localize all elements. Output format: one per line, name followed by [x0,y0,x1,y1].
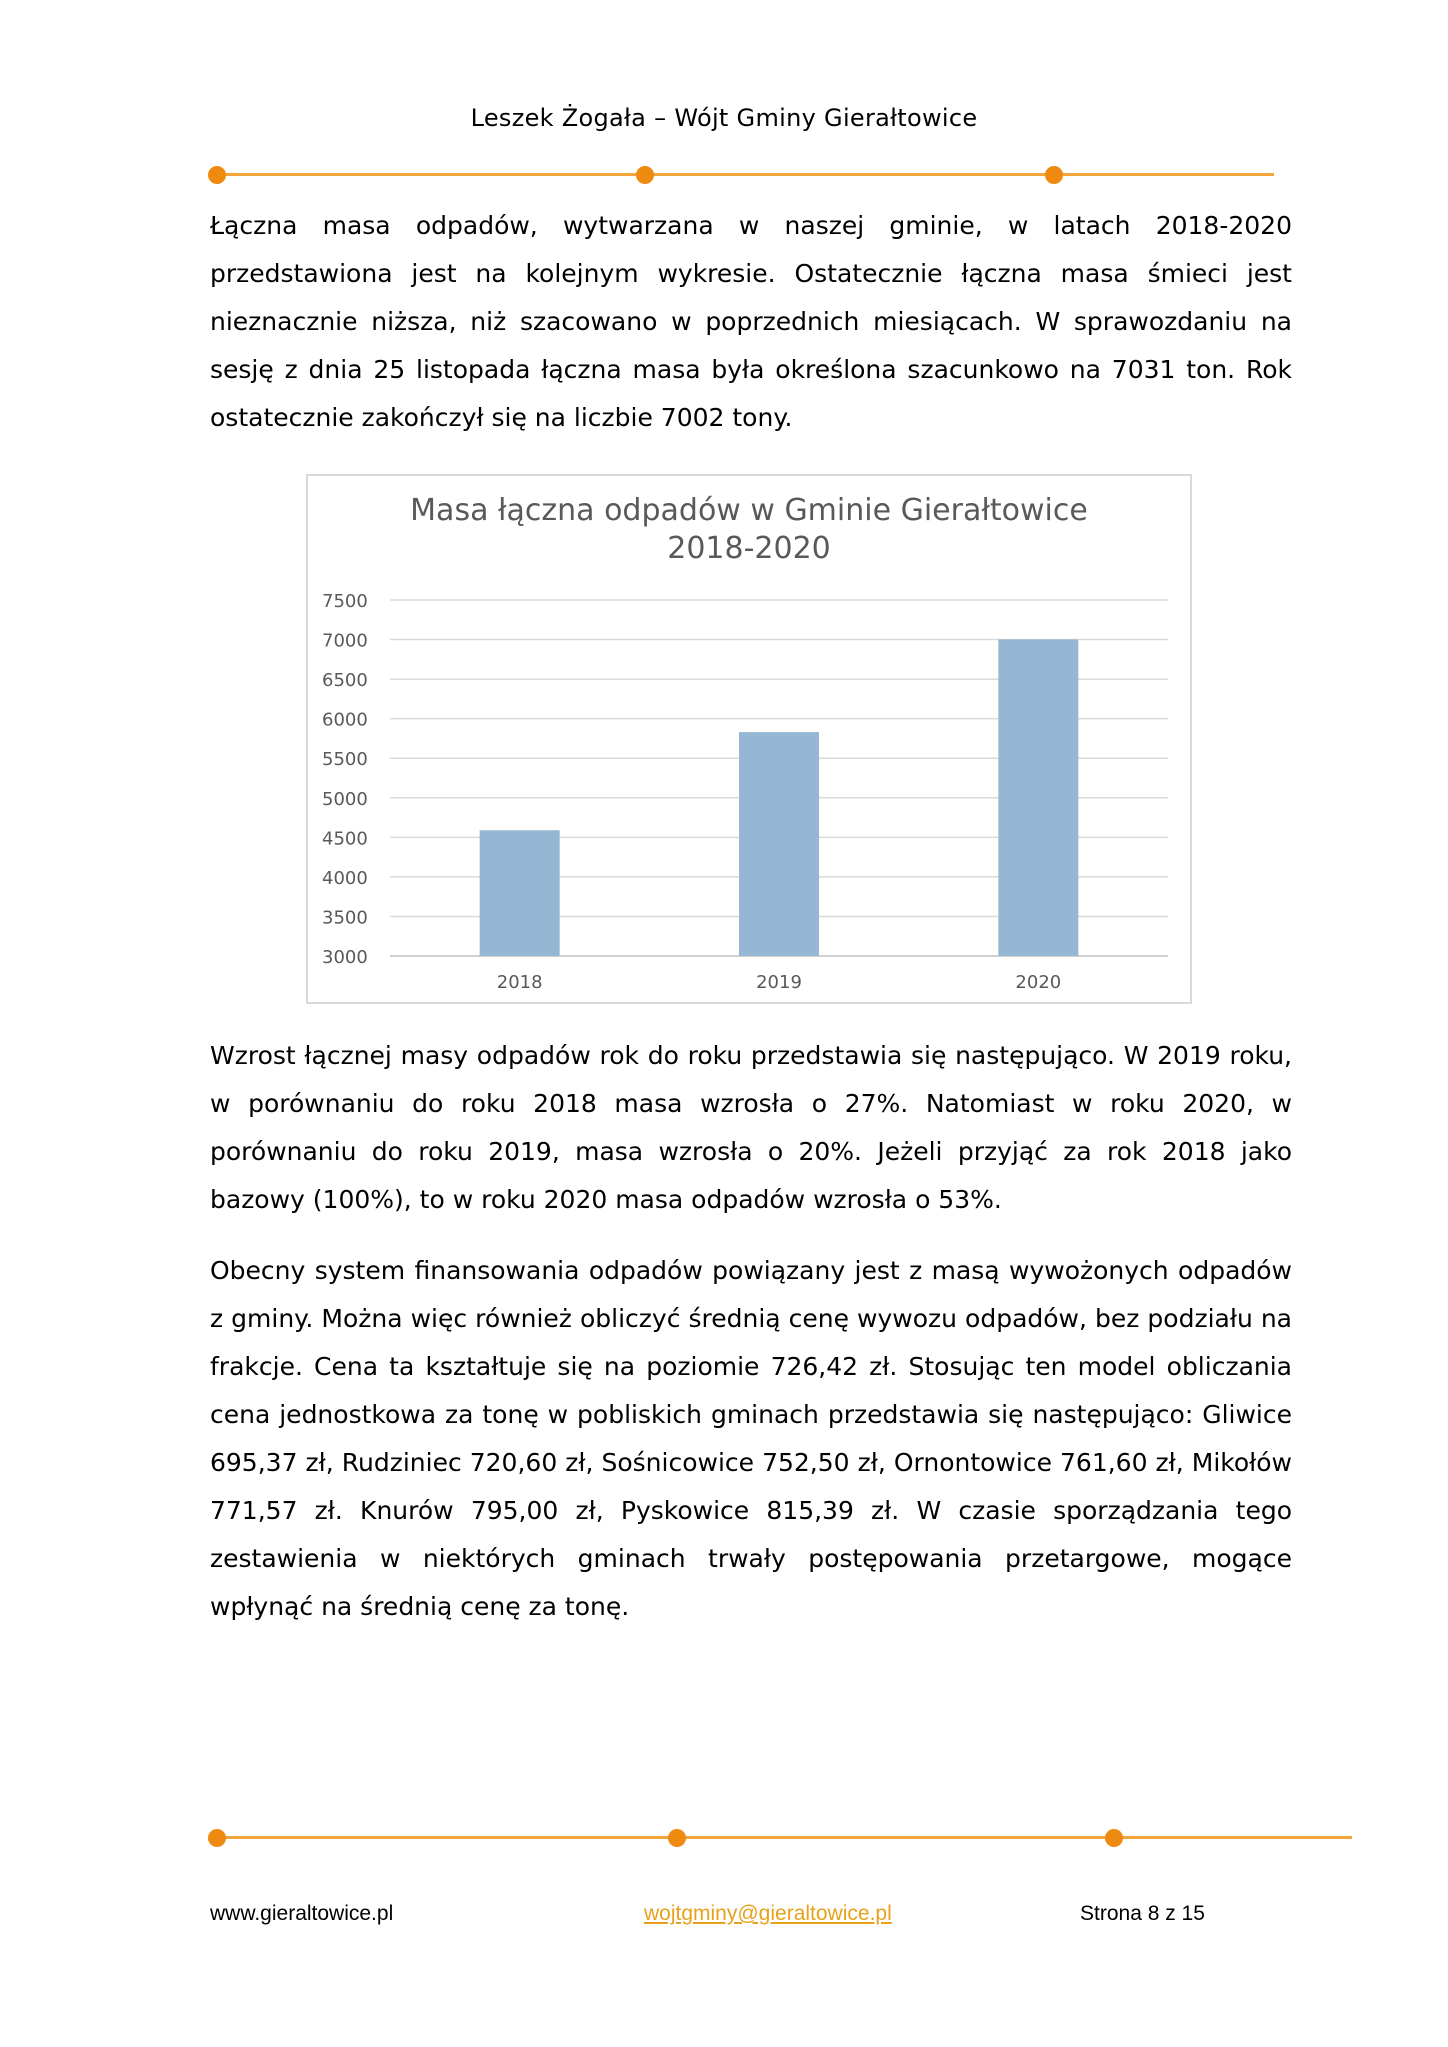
y-tick-label: 5000 [322,788,368,810]
y-tick-label: 7500 [322,591,368,612]
footer-page-number: Strona 8 z 15 [1080,1902,1205,1925]
footer-website: www.gieraltowice.pl [210,1902,394,1925]
x-tick-label: 2020 [1015,972,1062,993]
chart-canvas [308,476,1190,1002]
y-tick-label: 6500 [322,670,368,692]
y-tick-label: 3500 [322,907,368,929]
bar-chart [306,474,1192,1004]
y-tick-label: 3000 [322,947,368,968]
divider-dot [636,166,654,184]
divider-dot [668,1829,686,1847]
divider-dot [1105,1829,1123,1847]
x-tick-label: 2018 [496,972,543,993]
y-tick-label: 7000 [322,630,368,652]
chart-title: Masa łączna odpadów w Gminie Gierałtowice 2018-2020 [410,493,1088,566]
y-tick-label: 4000 [322,867,368,889]
y-tick-label: 5500 [322,749,368,771]
x-tick-label: 2019 [756,972,802,993]
bar-2020 [998,639,1078,956]
footer-email-link[interactable]: wojtgminy@gieraltowice.pl [644,1902,892,1925]
bar-2018 [480,830,560,956]
bar-2019 [739,732,819,956]
divider-dot [208,166,226,184]
y-tick-label: 4500 [322,828,368,850]
divider-dot [1045,166,1063,184]
page-header-title: Leszek Żogała – Wójt Gminy Gierałtowice [470,104,978,132]
paragraph-growth: Wzrost łącznej masy odpadów rok do roku przedstawia się następująco. W 2019 roku, w porównaniu do roku 2018 masa wzrosła o 27%. Natomiast w roku 2020, w porównaniu do roku 2019, masa wzrosła o 20%. Jeżeli przyjąć za rok 2018 jako bazowy (100%), to w roku 2020 masa odpadów wzrosła o 53%. [210,1041,1292,1214]
y-tick-label: 6000 [322,709,368,731]
paragraph-intro: Łączna masa odpadów, wytwarzana w naszej gminie, w latach 2018-2020 przedstawiona jest na kolejnym wykresie. Ostatecznie łączna masa śmieci jest nieznacznie niższa, niż szacowano w poprzednich miesiącach. W sprawozdaniu na sesję z dnia 25 listopada łączna masa była określona szacunkowo na 7031 ton. Rok ostatecznie zakończył się na liczbie 7002 tony. [210,211,1292,432]
paragraph-pricing: Obecny system finansowania odpadów powiązany jest z masą wywożonych odpadów z gminy. Można więc również obliczyć średnią cenę wywozu odpadów, bez podziału na frakcje. Cena ta kształtuje się na poziomie 726,42 zł. Stosując ten model obliczania cena jednostkowa za tonę w pobliskich gminach przedstawia się następująco: Gliwice 695,37 zł, Rudziniec 720,60 zł, Sośnicowice 752,50 zł, Ornontowice 761,60 zł, Mikołów 771,57 zł. Knurów 795,00 zł, Pyskowice 815,39 zł. W czasie sporządzania tego zestawienia w niektórych gminach trwały postępowania przetargowe, mogące wpłynąć na średnią cenę za tonę. [210,1256,1292,1621]
divider-dot [208,1829,226,1847]
